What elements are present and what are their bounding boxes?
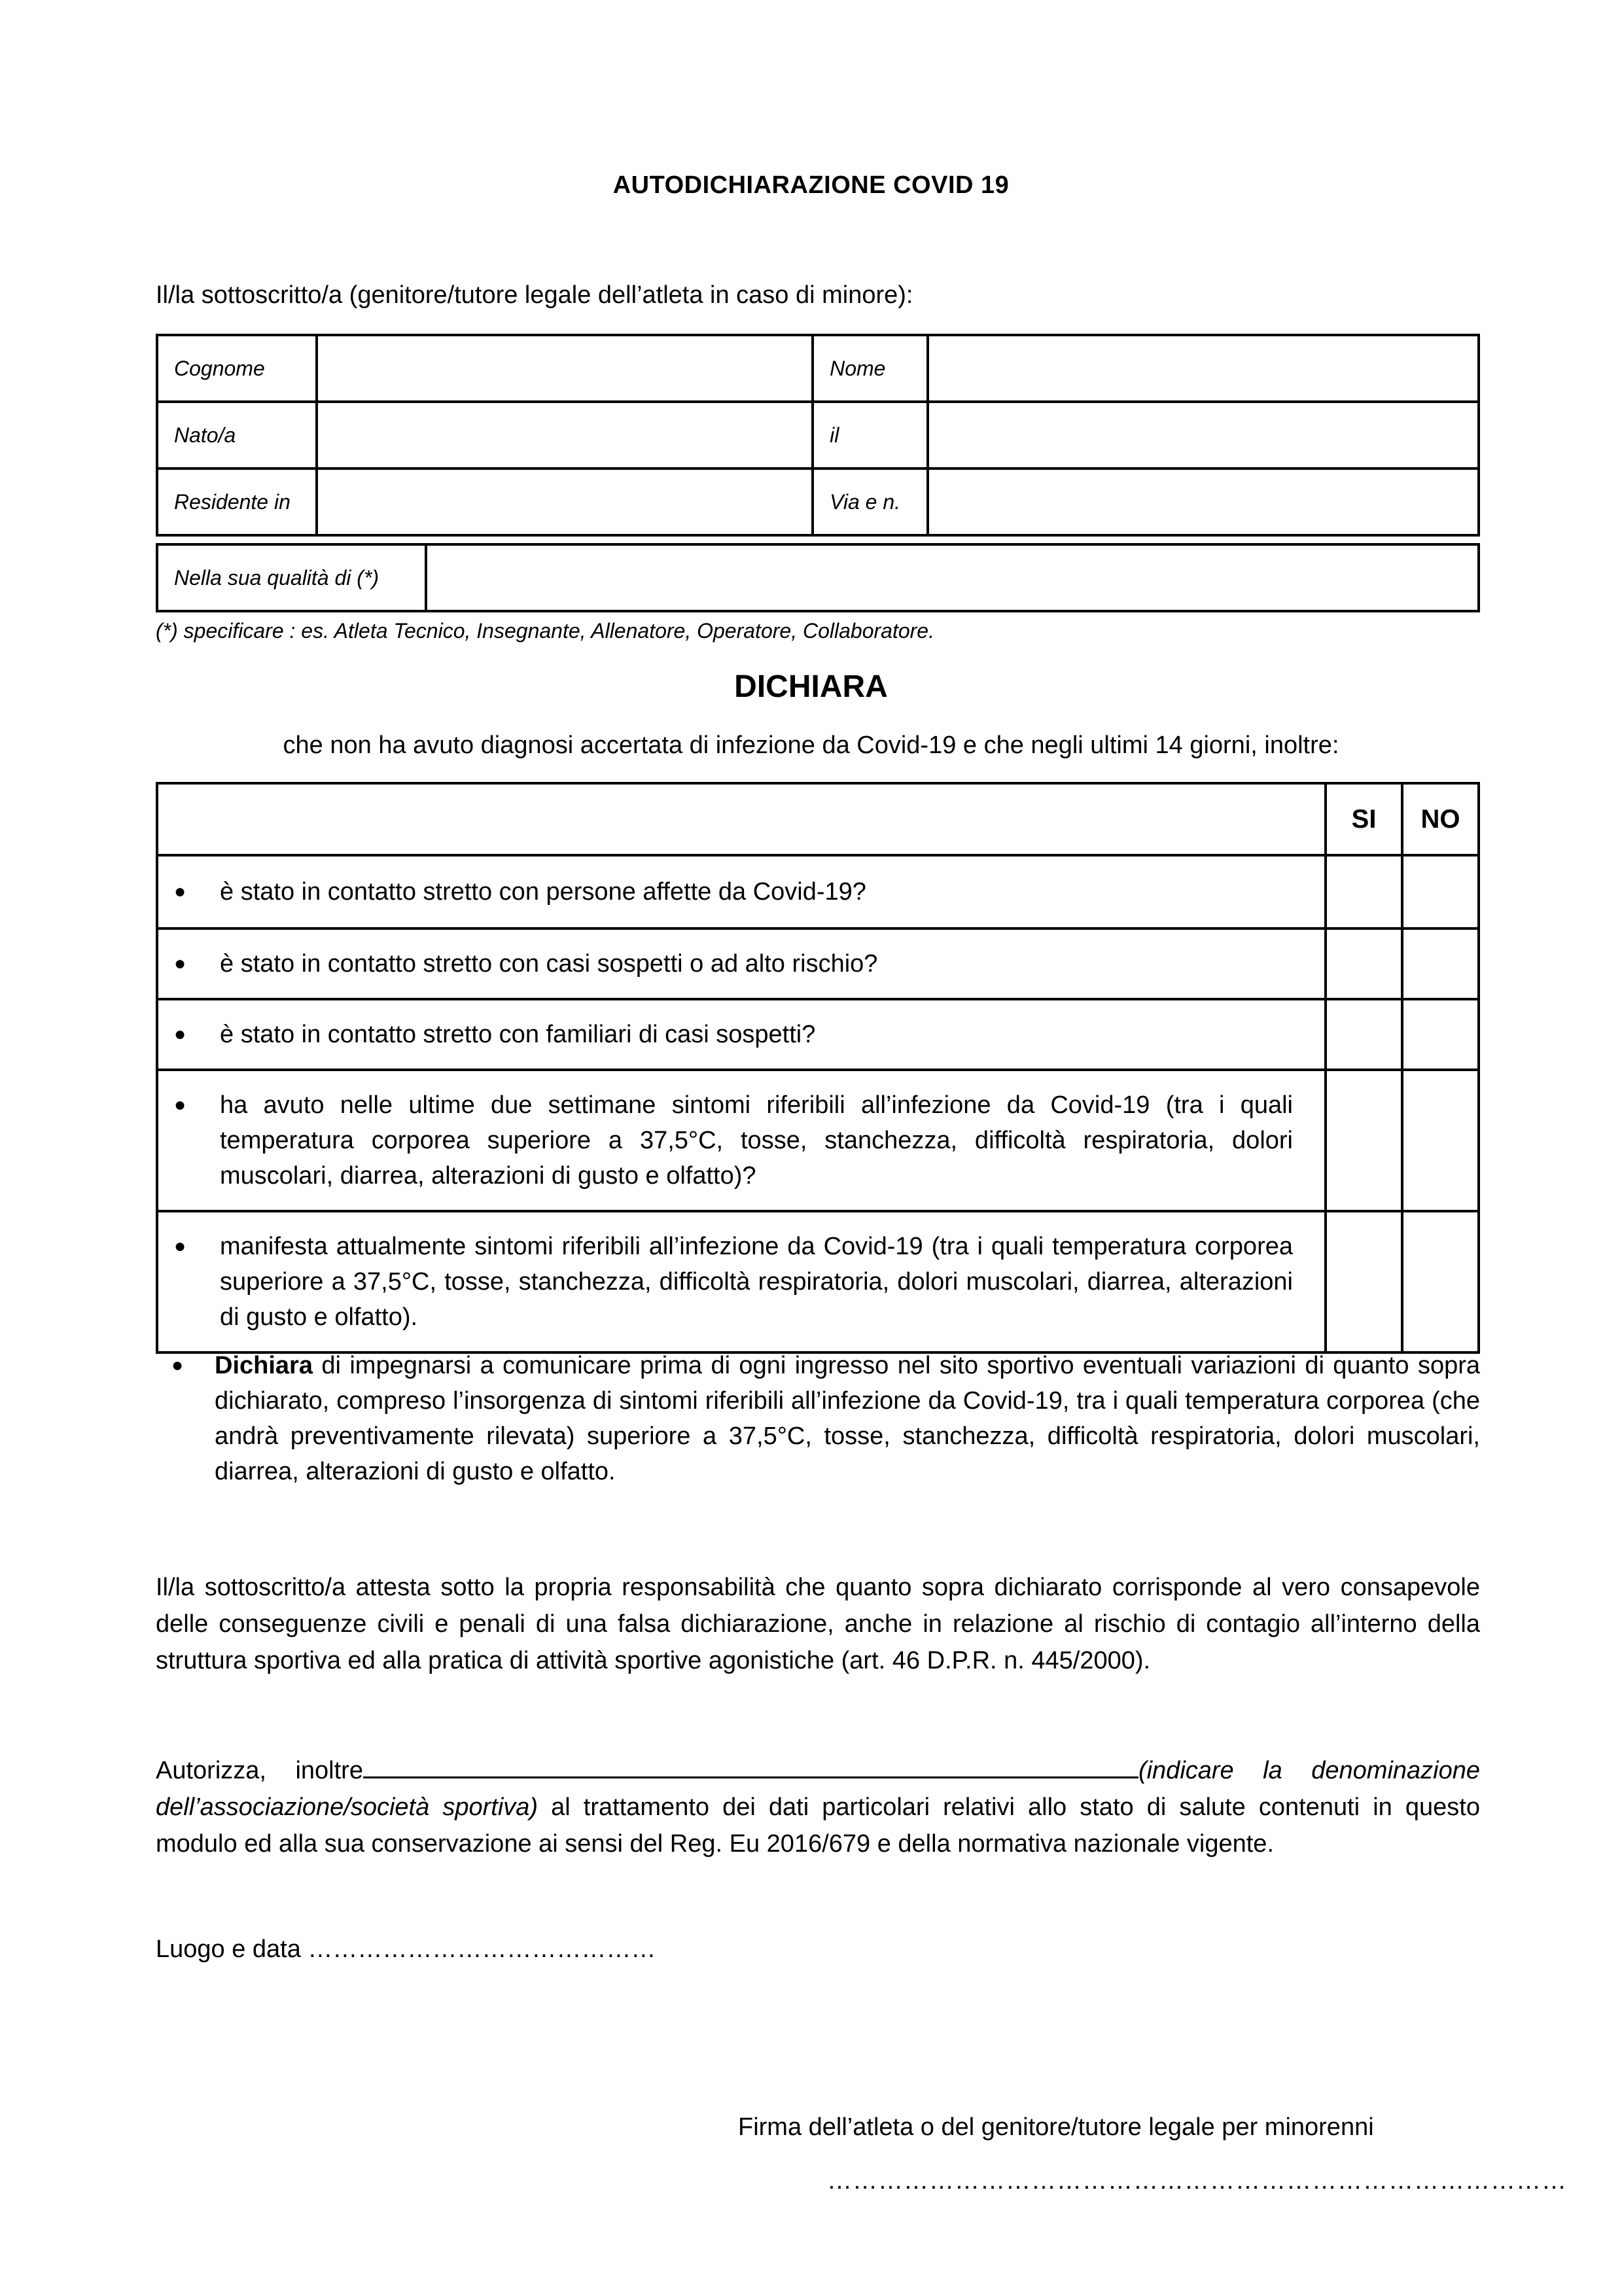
- question-cell: [157, 1211, 1326, 1352]
- via-field[interactable]: [928, 468, 1479, 535]
- il-label: il: [813, 402, 928, 468]
- il-field[interactable]: [928, 402, 1479, 468]
- authorization-suffix: al trattamento dei dati particolari relativi allo stato di salute contenuti in questo modulo ed alla sua conservazione ai sensi del Reg. Eu 2016/679 e della normativa nazionale vigente.: [156, 1793, 1480, 1858]
- answer-si-cell[interactable]: [1326, 1070, 1402, 1211]
- nome-field[interactable]: [928, 335, 1479, 402]
- table-row: [157, 402, 1479, 468]
- table-row: [157, 928, 1479, 999]
- answer-no-cell[interactable]: [1402, 1211, 1479, 1352]
- qualita-field[interactable]: [426, 544, 1479, 611]
- question-text: è stato in contatto stretto con familiari di casi sospetti?: [220, 1021, 816, 1048]
- table-row: [157, 544, 1479, 611]
- question-cell: [157, 855, 1326, 928]
- question-text: ha avuto nelle ultime due settimane sintomi riferibili all’infezione da Covid-19 (tra i quali temperatura corporea superiore a 37,5°C, tosse, stanchezza, difficoltà respiratoria, dolori muscolari, diarrea, alterazioni di gusto e olfatto)?: [220, 1091, 1293, 1190]
- nato-label: Nato/a: [157, 402, 317, 468]
- qualita-label: Nella sua qualità di (*): [157, 544, 426, 611]
- cognome-field[interactable]: [317, 335, 813, 402]
- answer-si-cell[interactable]: [1326, 855, 1402, 928]
- question-text: è stato in contatto stretto con casi sospetti o ad alto rischio?: [220, 950, 878, 978]
- question-text: è stato in contatto stretto con persone affette da Covid-19?: [220, 878, 866, 906]
- qualita-table: [156, 543, 1480, 612]
- signature-line[interactable]: ……………………………………………………………………………: [827, 2167, 1567, 2195]
- question-cell: [157, 1070, 1326, 1211]
- bullet-icon: ●: [174, 881, 186, 902]
- intro-text: Il/la sottoscritto/a (genitore/tutore legale dell’atleta in caso di minore):: [156, 281, 913, 309]
- answer-no-cell[interactable]: [1402, 855, 1479, 928]
- commitment-body: di impegnarsi a comunicare prima di ogni ingresso nel sito sportivo eventuali variazioni di quanto sopra dichiarato, compreso l’insorgenza di sintomi riferibili all’infezione da Covid-19, tra i quali temperatura corporea (che andrà preventivamente rilevata) superiore a 37,5°C, tosse, stanchezza, difficoltà respiratoria, dolori muscolari, diarrea, alterazioni di gusto e olfatto.: [215, 1352, 1480, 1485]
- nato-field[interactable]: [317, 402, 813, 468]
- table-row: [157, 1070, 1479, 1211]
- authorization-italic: (indicare la denominazione dell’associazione/società sportiva): [156, 1757, 1480, 1821]
- col-si-header: SI: [1326, 783, 1402, 855]
- identity-table: [156, 334, 1480, 537]
- bullet-icon: ●: [174, 1235, 186, 1257]
- bullet-icon: ●: [174, 953, 186, 974]
- firma-label: Firma dell’atleta o del genitore/tutore legale per minorenni: [738, 2113, 1374, 2141]
- question-text: manifesta attualmente sintomi riferibili all’infezione da Covid-19 (tra i quali temperatura corporea superiore a 37,5°C, tosse, stanchezza, difficoltà respiratoria, dolori muscolari, diarrea, alterazioni di gusto e olfatto).: [220, 1233, 1293, 1331]
- answer-no-cell[interactable]: [1402, 999, 1479, 1070]
- qualita-note: (*) specificare : es. Atleta Tecnico, Insegnante, Allenatore, Operatore, Collaboratore.: [156, 619, 934, 643]
- question-cell: [157, 999, 1326, 1070]
- dichiara-heading: DICHIARA: [734, 669, 888, 704]
- answer-si-cell[interactable]: [1326, 1211, 1402, 1352]
- nome-label: Nome: [813, 335, 928, 402]
- table-row: [157, 999, 1479, 1070]
- answer-no-cell[interactable]: [1402, 1070, 1479, 1211]
- table-row: [157, 335, 1479, 402]
- association-name-field[interactable]: [363, 1753, 1138, 1778]
- authorization-paragraph: [156, 1752, 1480, 1862]
- bullet-icon: ●: [174, 1094, 186, 1116]
- dichiara-commitment: [171, 1348, 1480, 1489]
- cognome-label: Cognome: [157, 335, 317, 402]
- residente-label: Residente in: [157, 468, 317, 535]
- bullet-icon: ●: [171, 1354, 184, 1376]
- commitment-bold: Dichiara: [215, 1352, 313, 1379]
- answer-no-cell[interactable]: [1402, 928, 1479, 999]
- commitment-text: [215, 1348, 1480, 1489]
- authorization-prefix: Autorizza, inoltre: [156, 1757, 363, 1784]
- col-no-header: NO: [1402, 783, 1479, 855]
- bullet-icon: ●: [174, 1023, 186, 1045]
- dichiara-subtitle: che non ha avuto diagnosi accertata di infezione da Covid-19 e che negli ultimi 14 giorni, inoltre:: [283, 732, 1339, 759]
- question-cell: [157, 928, 1326, 999]
- table-row: [157, 468, 1479, 535]
- table-row: [157, 855, 1479, 928]
- table-header-row: [157, 783, 1479, 855]
- via-label: Via e n.: [813, 468, 928, 535]
- answer-si-cell[interactable]: [1326, 999, 1402, 1070]
- attestation-paragraph: Il/la sottoscritto/a attesta sotto la propria responsabilità che quanto sopra dichiarato corrisponde al vero consapevole delle conseguenze civili e penali di una falsa dichiarazione, anche in relazione al rischio di contagio all’interno della struttura sportiva ed alla pratica di attività sportive agonistiche (art. 46 D.P.R. n. 445/2000).: [156, 1574, 1480, 1674]
- document-title: AUTODICHIARAZIONE COVID 19: [612, 171, 1010, 199]
- luogo-data-field[interactable]: Luogo e data ……………………………………: [156, 1935, 656, 1963]
- answer-si-cell[interactable]: [1326, 928, 1402, 999]
- table-row: [157, 1211, 1479, 1352]
- header-empty-cell: [157, 783, 1326, 855]
- residente-field[interactable]: [317, 468, 813, 535]
- questions-table: [156, 782, 1480, 1354]
